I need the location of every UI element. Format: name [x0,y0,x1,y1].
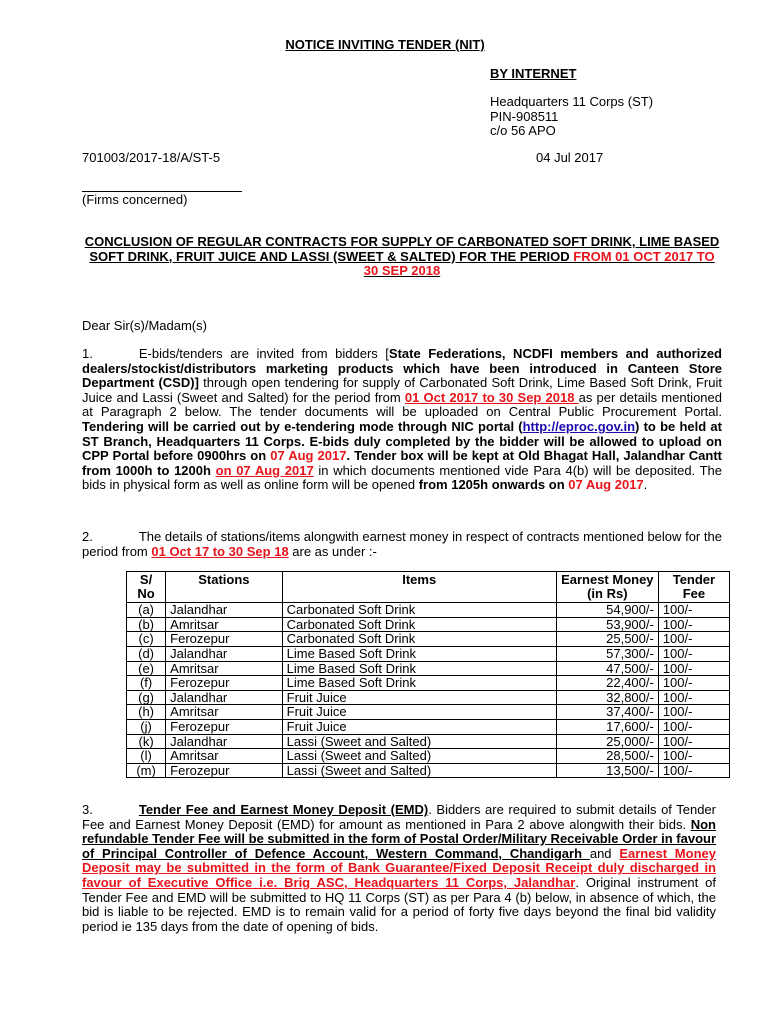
col-header-earnest-money: Earnest Money (in Rs) [556,572,658,603]
by-internet-label: BY INTERNET [490,66,577,81]
opening-date: 07 Aug 2017 [568,477,644,493]
cell-emd: 13,500/- [556,763,658,778]
col-header-sno: S/ No [127,572,166,603]
cell-sno: (d) [127,646,166,661]
table-row [127,632,730,647]
table-row [127,661,730,676]
table-header-row [127,572,730,603]
para-text: . Bidders are required to submit details of Tender Fee and Earnest Money Deposit (EMD) for amount as mentioned in Para 2 above alongwith their bids. [82,802,716,832]
cell-fee: 100/- [658,676,729,691]
para-number: 1. [82,346,93,361]
eproc-link[interactable]: http://eproc.gov.in [522,418,636,434]
emd-instruction: Earnest Money Deposit may be submitted in the form of Bank Guarantee/Fixed Deposit Receipt duly discharged in favour of Executive Office i.e. Brig ASC, Headquarters 11 Corps, Jalandhar [82,845,716,890]
para-number: 2. [82,529,93,544]
cell-fee: 100/- [658,617,729,632]
reference-number: 701003/2017-18/A/ST-5 [82,150,221,165]
subject-text: CONCLUSION OF REGULAR CONTRACTS FOR SUPPLY OF CARBONATED SOFT DRINK, LIME BASED SOFT DRINK, FRUIT JUICE AND LASSI (SWEET & SALTED) FOR THE PERIOD [84,234,720,264]
paragraph-1 [82,347,722,493]
cell-item: Lassi (Sweet and Salted) [282,749,556,764]
cell-station: Ferozepur [166,632,282,647]
cell-item: Carbonated Soft Drink [282,632,556,647]
cell-emd: 47,500/- [556,661,658,676]
cell-sno: (j) [127,719,166,734]
cell-sno: (f) [127,676,166,691]
cell-station: Amritsar [166,617,282,632]
cell-fee: 100/- [658,690,729,705]
para-text: . Original instrument of Tender Fee and EMD will be submitted to HQ 11 Corps (ST) as per Para 4 (b) below, in absence of which, the bid is liable to be rejected. EMD is to remain valid for a period of forty five days beyond the final bid validity period ie 135 days from the date of opening of bids. [82,874,716,934]
cell-station: Jalandhar [166,734,282,749]
cell-emd: 25,000/- [556,734,658,749]
cell-fee: 100/- [658,632,729,647]
para-text: The details of stations/items alongwith earnest money in respect of contracts mentioned below for the period from [82,529,722,559]
para-bold-text: from 1205h onwards on [418,477,569,493]
cell-emd: 28,500/- [556,749,658,764]
cell-emd: 22,400/- [556,676,658,691]
cell-sno: (g) [127,690,166,705]
cell-emd: 17,600/- [556,719,658,734]
cell-emd: 57,300/- [556,646,658,661]
table-row [127,690,730,705]
upload-deadline-date: 07 Aug 2017 [270,448,347,464]
para-number: 3. [82,802,93,817]
cell-item: Lassi (Sweet and Salted) [282,763,556,778]
para-bold-text: State Federations, NCDFI members and authorized dealers/stockist/distributors marketing products which have been introduced in Canteen Store Department (CSD)] [82,346,722,391]
cell-fee: 100/- [658,763,729,778]
cell-station: Jalandhar [166,646,282,661]
para-text: in which documents mentioned vide Para 4(b) will be deposited. The bids in physical form as well as online form will be opened [82,462,723,493]
para-bold-text: . Tender box will be kept at Old Bhagat Hall, Jalandhar Cantt from 1000h to 1200h [82,448,722,478]
col-header-items: Items [282,572,556,603]
letter-date: 04 Jul 2017 [536,150,604,165]
cell-item: Fruit Juice [282,705,556,720]
cell-item: Carbonated Soft Drink [282,617,556,632]
cell-sno: (l) [127,749,166,764]
subject-heading [82,235,722,279]
cell-emd: 37,400/- [556,705,658,720]
para-text: as per details mentioned at Paragraph 2 below. The tender documents will be uploaded on Central Public Procurement Portal. [82,389,722,420]
table-row [127,763,730,778]
sender-address-line: c/o 56 APO [490,123,556,139]
cell-station: Ferozepur [166,763,282,778]
cell-fee: 100/- [658,734,729,749]
cell-emd: 25,500/- [556,632,658,647]
sender-address [490,95,653,139]
cell-station: Ferozepur [166,719,282,734]
tender-box-date: on 07 Aug 2017 [215,462,314,478]
cell-sno: (e) [127,661,166,676]
cell-sno: (c) [127,632,166,647]
para-text: through open tendering for supply of Carbonated Soft Drink, Lime Based Soft Drink, Fruit Juice and Lassi (Sweet and Salted) for the period from [82,375,722,405]
table-row [127,603,730,618]
table-row [127,646,730,661]
para-text: and [589,845,620,861]
table-row [127,749,730,764]
paragraph-3 [82,803,716,934]
cell-emd: 54,900/- [556,603,658,618]
cell-station: Jalandhar [166,690,282,705]
addressee: (Firms concerned) [82,192,188,207]
cell-item: Lime Based Soft Drink [282,676,556,691]
cell-sno: (k) [127,734,166,749]
cell-sno: (h) [127,705,166,720]
cell-station: Amritsar [166,749,282,764]
contract-period: 01 Oct 17 to 30 Sep 18 [151,543,289,559]
stations-items-table [126,571,730,778]
para-text: E-bids/tenders are invited from bidders [ [138,346,389,361]
cell-fee: 100/- [658,646,729,661]
cell-item: Carbonated Soft Drink [282,603,556,618]
cell-station: Jalandhar [166,603,282,618]
cell-item: Fruit Juice [282,719,556,734]
salutation: Dear Sir(s)/Madam(s) [82,318,207,333]
para-bold-text: Tendering will be carried out by e-tendering mode through NIC portal ( [82,418,523,434]
cell-sno: (a) [127,603,166,618]
tender-fee-instruction: Non refundable Tender Fee will be submitted in the form of Postal Order/Military Receivable Order in favour of Principal Controller of Defence Account, Western Command, Chandigarh [82,816,717,861]
cell-station: Amritsar [166,661,282,676]
para-text: . [643,477,648,493]
sender-address-line: PIN-908511 [490,108,559,124]
sender-address-line: Headquarters 11 Corps (ST) [490,94,654,109]
cell-fee: 100/- [658,603,729,618]
cell-station: Amritsar [166,705,282,720]
paragraph-2 [82,530,722,559]
cell-station: Ferozepur [166,676,282,691]
cell-emd: 32,800/- [556,690,658,705]
notice-title: NOTICE INVITING TENDER (NIT) [285,37,485,52]
cell-emd: 53,900/- [556,617,658,632]
col-header-stations: Stations [166,572,282,603]
table-row [127,676,730,691]
para-text: are as under :- [288,543,377,559]
cell-item: Lime Based Soft Drink [282,661,556,676]
cell-fee: 100/- [658,719,729,734]
cell-sno: (b) [127,617,166,632]
table-row [127,617,730,632]
cell-fee: 100/- [658,661,729,676]
para-heading: Tender Fee and Earnest Money Deposit (EMD) [138,802,429,817]
subject-period: FROM 01 OCT 2017 TO 30 SEP 2018 [363,248,715,279]
cell-fee: 100/- [658,749,729,764]
cell-item: Lassi (Sweet and Salted) [282,734,556,749]
cell-item: Lime Based Soft Drink [282,646,556,661]
tender-period: 01 Oct 2017 to 30 Sep 2018 [404,389,579,405]
para-bold-text: ) to be held at ST Branch, Headquarters 11 Corps. E-bids duly completed by the bidder will be allowed to upload on CPP Portal before 0900hrs on [82,418,722,464]
table-row [127,734,730,749]
table-row [127,705,730,720]
col-header-tender-fee: Tender Fee [658,572,729,603]
cell-fee: 100/- [658,705,729,720]
cell-sno: (m) [127,763,166,778]
table-row [127,719,730,734]
cell-item: Fruit Juice [282,690,556,705]
